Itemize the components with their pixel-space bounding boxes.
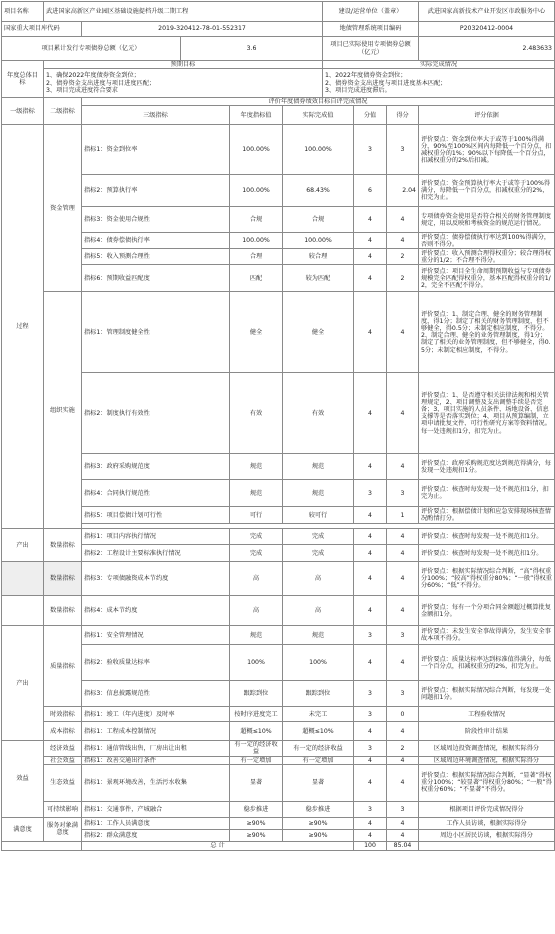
- code-value: 2019-320412-78-01-552317: [82, 22, 323, 37]
- col-level1: 一级指标: [2, 98, 44, 125]
- row-score: 1: [387, 507, 419, 524]
- row-l3: 指标3：信息披露规范性: [82, 681, 230, 707]
- row-target: 超概≤10%: [230, 722, 283, 741]
- row-actual: 较合理: [283, 249, 354, 265]
- row-basis: 区域周边投资调查情况，根据实际得分: [419, 741, 555, 756]
- row-weight: 3: [354, 626, 387, 645]
- performance-evaluation-sheet: [1, 1, 555, 851]
- col-level2: 二级指标: [44, 98, 82, 125]
- row-actual: 健全: [283, 292, 354, 373]
- unit-value: 武进国家高新技术产业开发区市政服务中心: [419, 2, 555, 22]
- col-target: 年度指标值: [230, 106, 283, 125]
- row-score: 4: [387, 529, 419, 545]
- row-score: 0: [387, 707, 419, 722]
- row-score: 3: [387, 681, 419, 707]
- row-weight: 4: [354, 545, 387, 562]
- system-code-value: P20320412-0004: [419, 22, 555, 37]
- row-actual: 跟踪到位: [283, 681, 354, 707]
- row-score: 4: [387, 722, 419, 741]
- row-score: 4: [387, 562, 419, 596]
- group-satisfaction: 满意度: [2, 817, 44, 841]
- row-actual: 68.43%: [283, 175, 354, 207]
- row-actual: ≥90%: [283, 817, 354, 829]
- row-actual: 100.00%: [283, 125, 354, 175]
- row-actual: 100.00%: [283, 233, 354, 249]
- row-l3: 指标2：工程设计主要标准执行情况: [82, 545, 230, 562]
- row-weight: 4: [354, 722, 387, 741]
- row-actual: 高: [283, 596, 354, 626]
- row-actual: 规范: [283, 454, 354, 480]
- col-weight: 分值: [354, 106, 387, 125]
- actual-header: 实际完成情况: [323, 61, 555, 69]
- row-basis: 工作人员访谈，根据实际得分: [419, 817, 555, 829]
- row-actual: 100%: [283, 645, 354, 681]
- group-org-impl: 组织实施: [44, 292, 82, 529]
- group-output1: 产出: [2, 529, 44, 562]
- row-weight: 3: [354, 681, 387, 707]
- row-target: 规范: [230, 480, 283, 507]
- row-basis: 根据项目评价完成情况得分: [419, 801, 555, 817]
- project-name-label: 项目名称: [2, 2, 44, 22]
- row-score: 4: [387, 207, 419, 233]
- row-score: 3: [387, 801, 419, 817]
- row-basis: 区域周边环境调查情况，根据实际得分: [419, 756, 555, 764]
- group-qty2: 数量指标: [44, 562, 82, 596]
- row-score: 4: [387, 829, 419, 841]
- col-score: 得分: [387, 106, 419, 125]
- unit-label: 建设/运营单位（盖章）: [323, 2, 419, 22]
- row-target: 100.00%: [230, 175, 283, 207]
- group-time: 时效指标: [44, 707, 82, 722]
- row-basis: 评价要点：项目全生命周期预期收益与专项债券规模完全匹配得权重分，基本匹配得权重分的1/2，完全不匹配不得分。: [419, 265, 555, 292]
- row-basis: 评价要点：根据实际情况综合判断，每发现一处问题扣1分。: [419, 681, 555, 707]
- col-level3: 三级指标: [82, 106, 230, 125]
- code-label: 国家重大项目库代码: [2, 22, 82, 37]
- bond-total-label: 项目累计发行专项债券总额（亿元）: [2, 37, 181, 61]
- row-score: 2.04: [387, 175, 419, 207]
- row-score: 4: [387, 756, 419, 764]
- row-l3: 指标4：债券偿债执行率: [82, 233, 230, 249]
- row-target: 高: [230, 562, 283, 596]
- row-l3: 指标1：交通事件，产城融合: [82, 801, 230, 817]
- row-target: 完成: [230, 529, 283, 545]
- row-basis: 评价要点：每有一个分项合同金额超过概算批复金额扣1分。: [419, 596, 555, 626]
- row-l3: 指标2：制度执行有效性: [82, 373, 230, 454]
- col-actual: 实际完成值: [283, 106, 354, 125]
- row-actual: 较可行: [283, 507, 354, 524]
- row-target: 100.00%: [230, 125, 283, 175]
- row-target: 合规: [230, 207, 283, 233]
- row-actual: 高: [283, 562, 354, 596]
- group-sustain: 可持续影响: [44, 801, 82, 817]
- group-fund-mgmt: 资金管理: [44, 125, 82, 292]
- row-basis: 评价要点：根据实际情况综合判断，“高”得权重分100%；“较高”得权重分80%；“一般”得权重分60%；“低”不得分。: [419, 562, 555, 596]
- row-actual: 较为匹配: [283, 265, 354, 292]
- row-target: 稳步推进: [230, 801, 283, 817]
- group-cost: 成本指标: [44, 722, 82, 741]
- row-actual: 有一定增加: [283, 756, 354, 764]
- row-weight: 3: [354, 741, 387, 756]
- row-target: 有一定的经济收益: [230, 741, 283, 756]
- bond-used-value: 2.483633: [419, 37, 555, 61]
- row-target: 100.00%: [230, 233, 283, 249]
- row-basis: 评价要点：核查时每发现一处不规范扣1分，扣完为止。: [419, 480, 555, 507]
- row-target: 完成: [230, 545, 283, 562]
- row-l3: 指标6：预期收益匹配度: [82, 265, 230, 292]
- row-weight: 3: [354, 707, 387, 722]
- row-l3: 指标3：专项债融资成本节约度: [82, 562, 230, 596]
- row-l3: 指标5：项目偿债计划可行性: [82, 507, 230, 524]
- row-actual: 规范: [283, 480, 354, 507]
- total-blank: [2, 841, 82, 850]
- group-econ: 经济效益: [44, 741, 82, 756]
- group-social: 社会效益: [44, 756, 82, 764]
- row-weight: 4: [354, 529, 387, 545]
- group-eco: 生态效益: [44, 764, 82, 801]
- row-weight: 3: [354, 480, 387, 507]
- total-label: 总 计: [82, 841, 354, 850]
- row-basis: 评价要点：核查时每发现一处不规范扣1分。: [419, 529, 555, 545]
- row-l3: 指标2：预算执行率: [82, 175, 230, 207]
- group-blank: [2, 562, 44, 596]
- row-actual: 合规: [283, 207, 354, 233]
- row-target: 有一定增加: [230, 756, 283, 764]
- row-actual: 规范: [283, 626, 354, 645]
- row-l3: 指标1：通信管线出售，厂房出让出租: [82, 741, 230, 756]
- row-actual: 未完工: [283, 707, 354, 722]
- row-score: 4: [387, 454, 419, 480]
- row-target: 100%: [230, 645, 283, 681]
- eval-title: 评价年度债券绩效目标自评完成情况: [82, 98, 555, 106]
- row-actual: 有效: [283, 373, 354, 454]
- row-l3: 指标1：安全管理情况: [82, 626, 230, 645]
- row-basis: 工程验收情况: [419, 707, 555, 722]
- total-score: 85.04: [387, 841, 419, 850]
- row-l3: 指标1：项目内容执行情况: [82, 529, 230, 545]
- actual-goals: 1、2022年度债券资金到位； 2、债券资金支出进度与项目进度基本匹配； 3、项目完成进度滞后。: [323, 69, 555, 98]
- bond-used-label: 项目已实际使用专项债券总额（亿元）: [323, 37, 419, 61]
- row-target: 高: [230, 596, 283, 626]
- row-l3: 指标3：政府采购规范度: [82, 454, 230, 480]
- row-basis: 评价要点：政府采购规范度达到规范得满分，每发现一处违规扣1分。: [419, 454, 555, 480]
- group-qty3: 数量指标: [44, 596, 82, 626]
- row-target: 匹配: [230, 265, 283, 292]
- row-basis: 评价要点：根据实际情况综合判断，“显著”得权重分100%；“较显著”得权重分80%；“一般”得权重分60%；“不显著”不得分。: [419, 764, 555, 801]
- bond-total-value: 3.6: [181, 37, 323, 61]
- row-actual: 完成: [283, 545, 354, 562]
- row-target: 可行: [230, 507, 283, 524]
- row-target: 规范: [230, 626, 283, 645]
- row-basis: 周边小区居民访谈，根据实际得分: [419, 829, 555, 841]
- row-weight: 4: [354, 249, 387, 265]
- row-l3: 指标5：收入预测合理性: [82, 249, 230, 265]
- row-l3: 指标1：资金到位率: [82, 125, 230, 175]
- row-actual: 有一定的经济收益: [283, 741, 354, 756]
- planned-header: 预期目标: [44, 61, 323, 69]
- row-score: 2: [387, 741, 419, 756]
- row-basis: 专项债券资金使用是否符合相关的财务管理制度规定，用以反映和考核资金的规范运行情况。: [419, 207, 555, 233]
- group-service-sat: 服务对象满意度: [44, 817, 82, 841]
- row-weight: 4: [354, 817, 387, 829]
- row-target: ≥90%: [230, 817, 283, 829]
- row-actual: 超概≤10%: [283, 722, 354, 741]
- row-basis: 评价要点：根据偿债计划和应急安排现场核查情况酌情打分。: [419, 507, 555, 524]
- row-weight: 4: [354, 507, 387, 524]
- row-target: 按时序进度完工: [230, 707, 283, 722]
- row-weight: 3: [354, 801, 387, 817]
- row-l3: 指标1：改善交通出行条件: [82, 756, 230, 764]
- col-basis: 评分依据: [419, 106, 555, 125]
- row-l3: 指标3：资金使用合规性: [82, 207, 230, 233]
- group-process: 过程: [2, 125, 44, 529]
- row-target: 跟踪到位: [230, 681, 283, 707]
- group-benefit: 效益: [2, 741, 44, 817]
- row-basis: 阶段性审计结果: [419, 722, 555, 741]
- row-basis: 评价要点：资金到位率大于或等于100%得满分，90%至100%区间内每降低一个百分点，扣减权重分的1%；90%以下每降低一个百分点，扣减权重分的2%后扣减。: [419, 125, 555, 175]
- row-score: 2: [387, 265, 419, 292]
- row-target: 健全: [230, 292, 283, 373]
- row-l3: 指标4：合同执行规范性: [82, 480, 230, 507]
- row-target: 有效: [230, 373, 283, 454]
- row-l3: 指标1：工作人员满意度: [82, 817, 230, 829]
- row-score: 4: [387, 596, 419, 626]
- row-score: 4: [387, 645, 419, 681]
- row-weight: 6: [354, 175, 387, 207]
- row-score: 4: [387, 233, 419, 249]
- row-l3: 指标1：景观环境改善，生活污水收集: [82, 764, 230, 801]
- row-score: 3: [387, 626, 419, 645]
- row-l3: 指标4：成本节约度: [82, 596, 230, 626]
- group-output2: 产出: [2, 626, 44, 741]
- evaluation-table: [1, 1, 555, 851]
- row-score: 4: [387, 545, 419, 562]
- row-actual: ≥90%: [283, 829, 354, 841]
- row-actual: 稳步推进: [283, 801, 354, 817]
- row-weight: 4: [354, 764, 387, 801]
- row-basis: 评价要点：资金预算执行率大于或等于100%得满分，每降低一个百分点，扣减权重分的2%，扣完为止。: [419, 175, 555, 207]
- group-quality: 质量指标: [44, 626, 82, 707]
- row-weight: 4: [354, 645, 387, 681]
- row-l3: 指标1：工程成本控制情况: [82, 722, 230, 741]
- row-weight: 4: [354, 756, 387, 764]
- row-score: 2: [387, 249, 419, 265]
- row-actual: 完成: [283, 529, 354, 545]
- row-basis: 评价要点：收入预测合理得权重分；较合理得权重分的1/2；不合理不得分。: [419, 249, 555, 265]
- row-score: 4: [387, 817, 419, 829]
- row-target: 显著: [230, 764, 283, 801]
- row-score: 3: [387, 125, 419, 175]
- row-score: 3: [387, 480, 419, 507]
- row-score: 4: [387, 764, 419, 801]
- row-actual: 显著: [283, 764, 354, 801]
- row-weight: 4: [354, 207, 387, 233]
- project-name: 武进国家高新区产业园区基础设施提档升级二期工程: [44, 2, 323, 22]
- row-basis: 评价要点：1、制定合理、健全的财务管理制度，得1分；制定了相关的财务管理制度，但不够健全，得0.5分；未制定相应制度，不得分。2、制定合理、健全的业务管理制度，得1分；制定了相关的业务管理制度，但不够健全，得0.5分；未制定相应制度，不得分。: [419, 292, 555, 373]
- row-weight: 4: [354, 562, 387, 596]
- goals-label: 年度总体目标: [2, 61, 44, 98]
- row-basis: 评价要点：债券偿债执行率达到100%得满分，否则不得分。: [419, 233, 555, 249]
- row-weight: 3: [354, 125, 387, 175]
- total-weight: 100: [354, 841, 387, 850]
- row-score: 4: [387, 292, 419, 373]
- row-weight: 4: [354, 829, 387, 841]
- system-code-label: 地债管理系统项目编码: [323, 22, 419, 37]
- row-l3: 指标1：管理制度健全性: [82, 292, 230, 373]
- planned-goals: 1、确保2022年度债券资金到位； 2、债券资金支出进度与项目进度匹配； 3、项目完成进度符合要求: [44, 69, 323, 98]
- group-blank: [2, 596, 44, 626]
- row-target: 合理: [230, 249, 283, 265]
- row-weight: 4: [354, 454, 387, 480]
- row-weight: 4: [354, 596, 387, 626]
- row-weight: 4: [354, 292, 387, 373]
- group-qty1: 数量指标: [44, 529, 82, 562]
- row-l3: 指标2：群众满意度: [82, 829, 230, 841]
- total-basis-blank: [419, 841, 555, 850]
- row-basis: 评价要点：核查时每发现一处不规范扣1分。: [419, 545, 555, 562]
- row-l3: 指标1：竣工（年内进度）及时率: [82, 707, 230, 722]
- row-basis: 评价要点：1、是否遵守相关法律法规和相关管理规定，2、项目调整及支出调整手续是否完备；3、项目实施的人员条件、场地设备、信息支撑等是否落实到位；4、项目从预算编制、立项申请批复文件、可行性研究方案等资料情况。每一处违规扣1分，扣完为止。: [419, 373, 555, 454]
- row-weight: 4: [354, 373, 387, 454]
- row-target: ≥90%: [230, 829, 283, 841]
- row-l3: 指标2：验收质量达标率: [82, 645, 230, 681]
- row-weight: 4: [354, 265, 387, 292]
- row-target: 规范: [230, 454, 283, 480]
- row-weight: 4: [354, 233, 387, 249]
- row-basis: 评价要点：未发生安全事故得满分，发生安全事故本项不得分。: [419, 626, 555, 645]
- row-score: 4: [387, 373, 419, 454]
- row-basis: 评价要点：质量达标率达到标准值得满分，每低一个百分点，扣减权重分的2%，扣完为止。: [419, 645, 555, 681]
